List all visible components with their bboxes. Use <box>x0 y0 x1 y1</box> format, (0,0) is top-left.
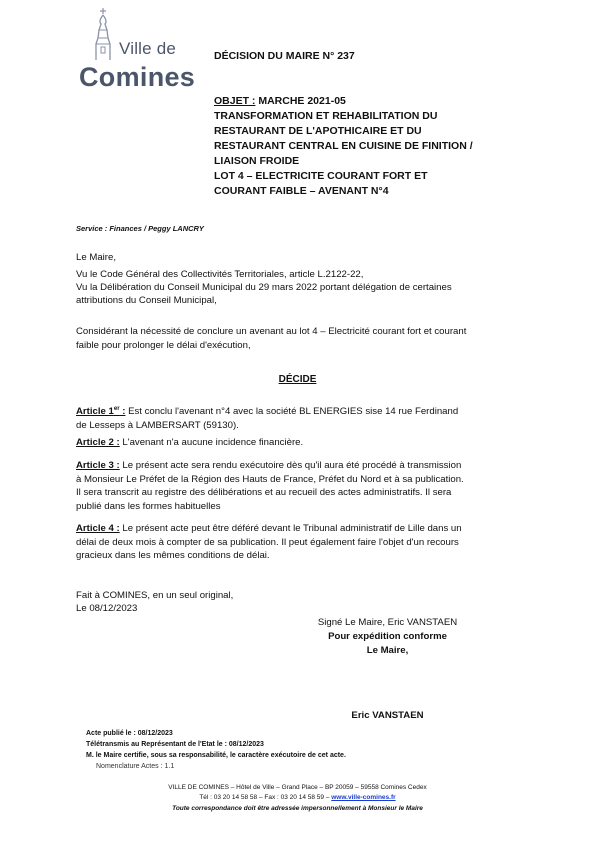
article-1 <box>76 403 458 432</box>
le-maire-intro: Le Maire, <box>76 252 116 263</box>
article-2 <box>76 436 303 450</box>
acte-publie: Acte publié le : 08/12/2023 <box>86 730 173 737</box>
article-3 <box>76 459 464 513</box>
considerant-line2: faible pour prolonger le délai d'exécution, <box>76 340 251 351</box>
decide-heading: DÉCIDE <box>278 374 317 385</box>
objet-line: RESTAURANT DE L'APOTHICAIRE ET DU <box>214 125 422 137</box>
footer-correspondence <box>0 804 595 813</box>
article-line <box>76 522 462 536</box>
article-text: Est conclu l'avenant n°4 avec la société BL ENERGIES sise 14 rue Ferdinand <box>125 406 459 418</box>
vu-deliberation-line2: attributions du Conseil Municipal, <box>76 295 217 306</box>
church-tower-icon <box>88 8 118 60</box>
teletransmis: Télétransmis au Représentant de l'Etat le : 08/12/2023 <box>86 741 264 748</box>
city-logo <box>80 8 195 94</box>
service-line: Service : Finances / Peggy LANCRY <box>76 224 204 233</box>
article-text: Le présent acte sera rendu exécutoire dès qu'il aura été procédé à transmission <box>119 460 462 471</box>
footer-contact <box>0 793 595 802</box>
vu-cgct: Vu le Code Général des Collectivités Territoriales, article L.2122-22, <box>76 269 364 280</box>
logo-comines: Comines <box>79 62 196 92</box>
objet-text: MARCHE 2021-05 <box>255 95 346 107</box>
certification: M. le Maire certifie, sous sa responsabilité, le caractère exécutoire de cet acte. <box>86 752 346 759</box>
objet-line <box>214 94 544 109</box>
objet-line: TRANSFORMATION ET REHABILITATION DU <box>214 110 438 122</box>
vu-deliberation-line1: Vu la Délibération du Conseil Municipal du 29 mars 2022 portant délégation de certaines <box>76 282 452 293</box>
article-line: Il sera transcrit au registre des délibérations et au recueil des actes administratifs. Il sera <box>76 487 452 498</box>
article-text: L'avenant n'a aucune incidence financière. <box>119 437 304 448</box>
article-label: Article 4 : <box>76 523 120 534</box>
signature-le-maire: Le Maire, <box>366 645 409 656</box>
article-line: délai de deux mois à compter de sa publication. Il peut également faire l'objet d'un recours <box>76 536 459 548</box>
objet-block <box>214 94 544 199</box>
signature-pour-expedition: Pour expédition conforme <box>328 631 447 642</box>
article-line: publié dans les formes habituelles <box>76 500 221 512</box>
website-link[interactable]: www.ville-comines.fr <box>331 794 396 801</box>
article-line <box>76 436 303 450</box>
signature-signe: Signé Le Maire, Eric VANSTAEN <box>317 617 458 628</box>
considerant-line1: Considérant la nécessité de conclure un avenant au lot 4 – Electricité courant fort et courant <box>76 326 467 337</box>
fait-date: Le 08/12/2023 <box>76 603 138 614</box>
article-line <box>76 459 464 473</box>
nomenclature: Nomenclature Actes : 1.1 <box>96 763 175 770</box>
objet-line: LIAISON FROIDE <box>214 155 300 167</box>
objet-line: LOT 4 – ELECTRICITE COURANT FORT ET <box>214 170 428 182</box>
article-text: Le présent acte peut être déféré devant le Tribunal administratif de Lille dans un <box>119 523 462 534</box>
article-line: de Lesseps à LAMBERSART (59130). <box>76 419 239 431</box>
article-line <box>76 403 458 419</box>
article-label: Article 3 : <box>76 460 120 471</box>
article-line: à Monsieur Le Préfet de la Région des Hauts de France, Préfet du Nord et à sa publication. <box>76 473 464 485</box>
article-label: Article 2 : <box>76 437 120 448</box>
objet-line: COURANT FAIBLE – AVENANT N°4 <box>214 185 389 197</box>
footer-phone-fax: Tél : 03 20 14 58 58 – Fax : 03 20 14 58 59 – <box>199 794 332 801</box>
article-4 <box>76 522 462 563</box>
article-line: gracieux dans les mêmes conditions de délai. <box>76 550 270 561</box>
article-label: Article 1er : <box>76 406 126 418</box>
footer-address: VILLE DE COMINES – Hôtel de Ville – Grand Place – BP 20059 – 59558 Comines Cedex <box>168 784 427 791</box>
footer-correspondence-text: Toute correspondance doit être adressée impersonnellement à Monsieur le Maire <box>172 805 423 812</box>
objet-label: OBJET : <box>214 95 256 107</box>
signature-name: Eric VANSTAEN <box>351 710 424 721</box>
decision-title: DÉCISION DU MAIRE N° 237 <box>214 50 355 62</box>
logo-ville-de: Ville de <box>119 39 177 58</box>
objet-line: RESTAURANT CENTRAL EN CUISINE DE FINITION / <box>214 140 473 152</box>
fait-a: Fait à COMINES, en un seul original, <box>76 590 234 601</box>
